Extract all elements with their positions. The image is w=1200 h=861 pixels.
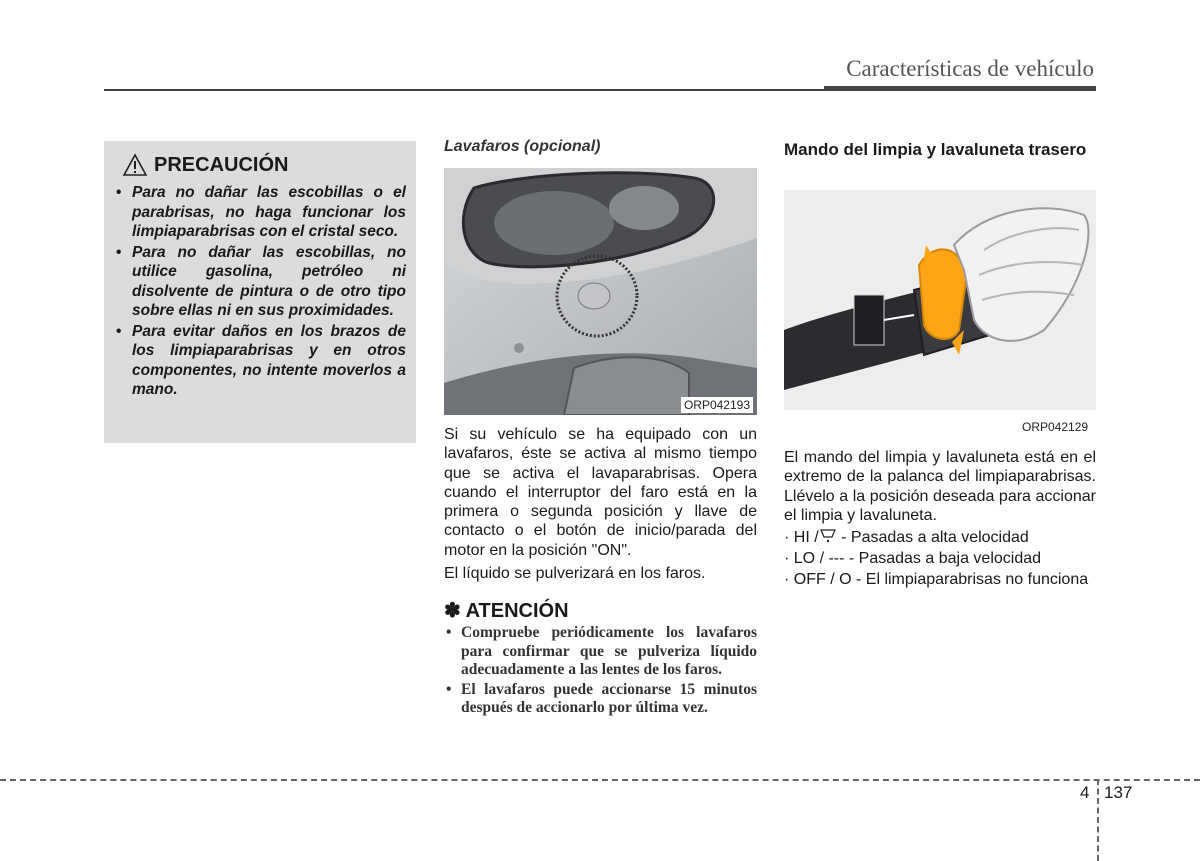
headlamp-illustration [444, 168, 757, 415]
headlamp-washer-text [444, 425, 757, 587]
footer-divider [0, 779, 1200, 781]
caution-heading [122, 153, 406, 177]
attention-item: • Compruebe periódicamente los lavafaros para confirmar que se pulveriza líquido adecuadamente a las lentes de los faros. [444, 624, 757, 680]
paragraph: El líquido se pulverizará en los faros. [444, 565, 706, 583]
paragraph: El mando del limpia y lavaluneta está en el extremo de la palanca del limpiaparabrisas. Llévelo a la posición deseada para accionar el limpia y lavaluneta. [784, 449, 1096, 524]
header-rule [104, 89, 824, 91]
position-item [784, 569, 1096, 590]
caution-list [114, 183, 406, 400]
washer-spray-icon [819, 527, 837, 543]
caution-item: • Para evitar daños en los brazos de los limpiaparabrisas y en otros componentes, no intente moverlos a mano. [114, 322, 406, 400]
wiper-lever-illustration [784, 190, 1096, 410]
caution-item: • Para no dañar las escobillas o el parabrisas, no haga funcionar los limpiaparabrisas con el cristal seco. [114, 183, 406, 242]
caution-title: PRECAUCIÓN [154, 153, 289, 176]
position-desc: - Pasadas a baja velocidad [848, 550, 1042, 568]
position-item [784, 548, 1096, 569]
warning-triangle-icon [122, 153, 148, 177]
position-desc: - Pasadas a alta velocidad [836, 529, 1029, 547]
attention-list [444, 624, 757, 719]
caution-box [104, 141, 416, 443]
rear-wiper-title: Mando del limpia y lavaluneta trasero [784, 140, 1087, 159]
headlamp-washer-photo [444, 168, 757, 415]
position-key: · OFF / O [784, 571, 856, 589]
footer-vertical-divider [1097, 779, 1099, 861]
rear-wiper-photo [784, 190, 1096, 410]
image-code: ORP042129 [1022, 420, 1089, 434]
attention-item: • El lavafaros puede accionarse 15 minutos después de accionarlo por última vez. [444, 681, 757, 718]
chapter-number: 4 [1080, 783, 1090, 802]
headlamp-washer-section [444, 138, 757, 156]
attention-title: ✽ ATENCIÓN [444, 600, 569, 622]
page-number: 137 [1104, 783, 1133, 802]
position-list [784, 527, 1096, 590]
position-desc: - El limpiaparabrisas no funciona [856, 571, 1089, 589]
position-item [784, 527, 1096, 548]
header-title: Características de vehículo [846, 56, 1094, 81]
image-code: ORP042193 [681, 397, 753, 413]
position-key: · HI / [784, 529, 819, 547]
headlamp-washer-title: Lavafaros (opcional) [444, 138, 601, 155]
header-rule-accent [824, 86, 1096, 91]
rear-wiper-text [784, 448, 1096, 590]
caution-item: • Para no dañar las escobillas, no utilice gasolina, petróleo ni disolvente de pintura o de otro tipo sobre ellas ni en sus proximidades. [114, 243, 406, 321]
paragraph: Si su vehículo se ha equipado con un lavafaros, éste se activa al mismo tiempo que se activa el lavaparabrisas. Opera cuando el interruptor del faro está en la primera o segunda posición y llave de contacto o el botón de inicio/parada del motor en la posición "ON". [444, 426, 757, 559]
position-key: · LO / --- [784, 550, 849, 568]
